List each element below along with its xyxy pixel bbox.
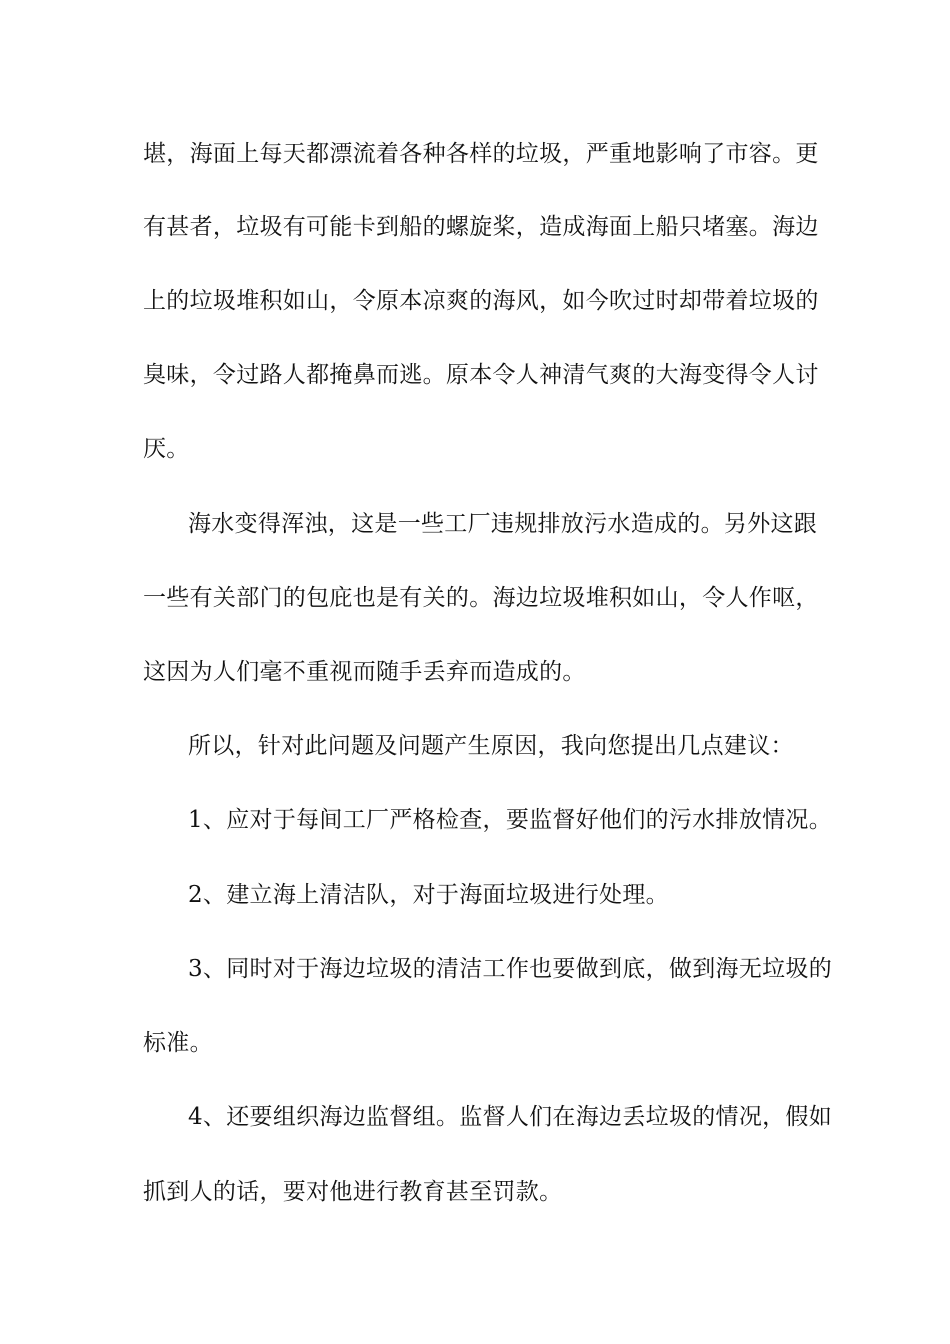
text-line: 一些有关部门的包庇也是有关的。海边垃圾堆积如山，令人作呕， xyxy=(143,585,819,611)
text-line: 所以，针对此问题及问题产生原因，我向您提出几点建议： xyxy=(188,733,794,759)
list-item: 1、应对于每间工厂严格检查，要监督好他们的污水排放情况。 xyxy=(188,807,833,833)
text-line: 抓到人的话，要对他进行教育甚至罚款。 xyxy=(143,1179,563,1205)
text-line: 上的垃圾堆积如山，令原本凉爽的海风，如今吹过时却带着垃圾的 xyxy=(143,288,819,314)
list-item: 2、建立海上清洁队，对于海面垃圾进行处理。 xyxy=(188,882,669,908)
list-item: 4、还要组织海边监督组。监督人们在海边丢垃圾的情况，假如 xyxy=(188,1104,833,1130)
text-line: 标准。 xyxy=(143,1030,213,1056)
text-line: 堪，海面上每天都漂流着各种各样的垃圾，严重地影响了市容。更 xyxy=(143,141,819,167)
text-line: 这因为人们毫不重视而随手丢弃而造成的。 xyxy=(143,659,586,685)
list-item: 3、同时对于海边垃圾的清洁工作也要做到底，做到海无垃圾的 xyxy=(188,956,833,982)
text-line: 海水变得浑浊，这是一些工厂违规排放污水造成的。另外这跟 xyxy=(188,511,818,537)
text-line: 臭味，令过路人都掩鼻而逃。原本令人神清气爽的大海变得令人讨 xyxy=(143,362,819,388)
text-line: 厌。 xyxy=(143,436,190,462)
text-line: 有甚者，垃圾有可能卡到船的螺旋桨，造成海面上船只堵塞。海边 xyxy=(143,214,819,240)
